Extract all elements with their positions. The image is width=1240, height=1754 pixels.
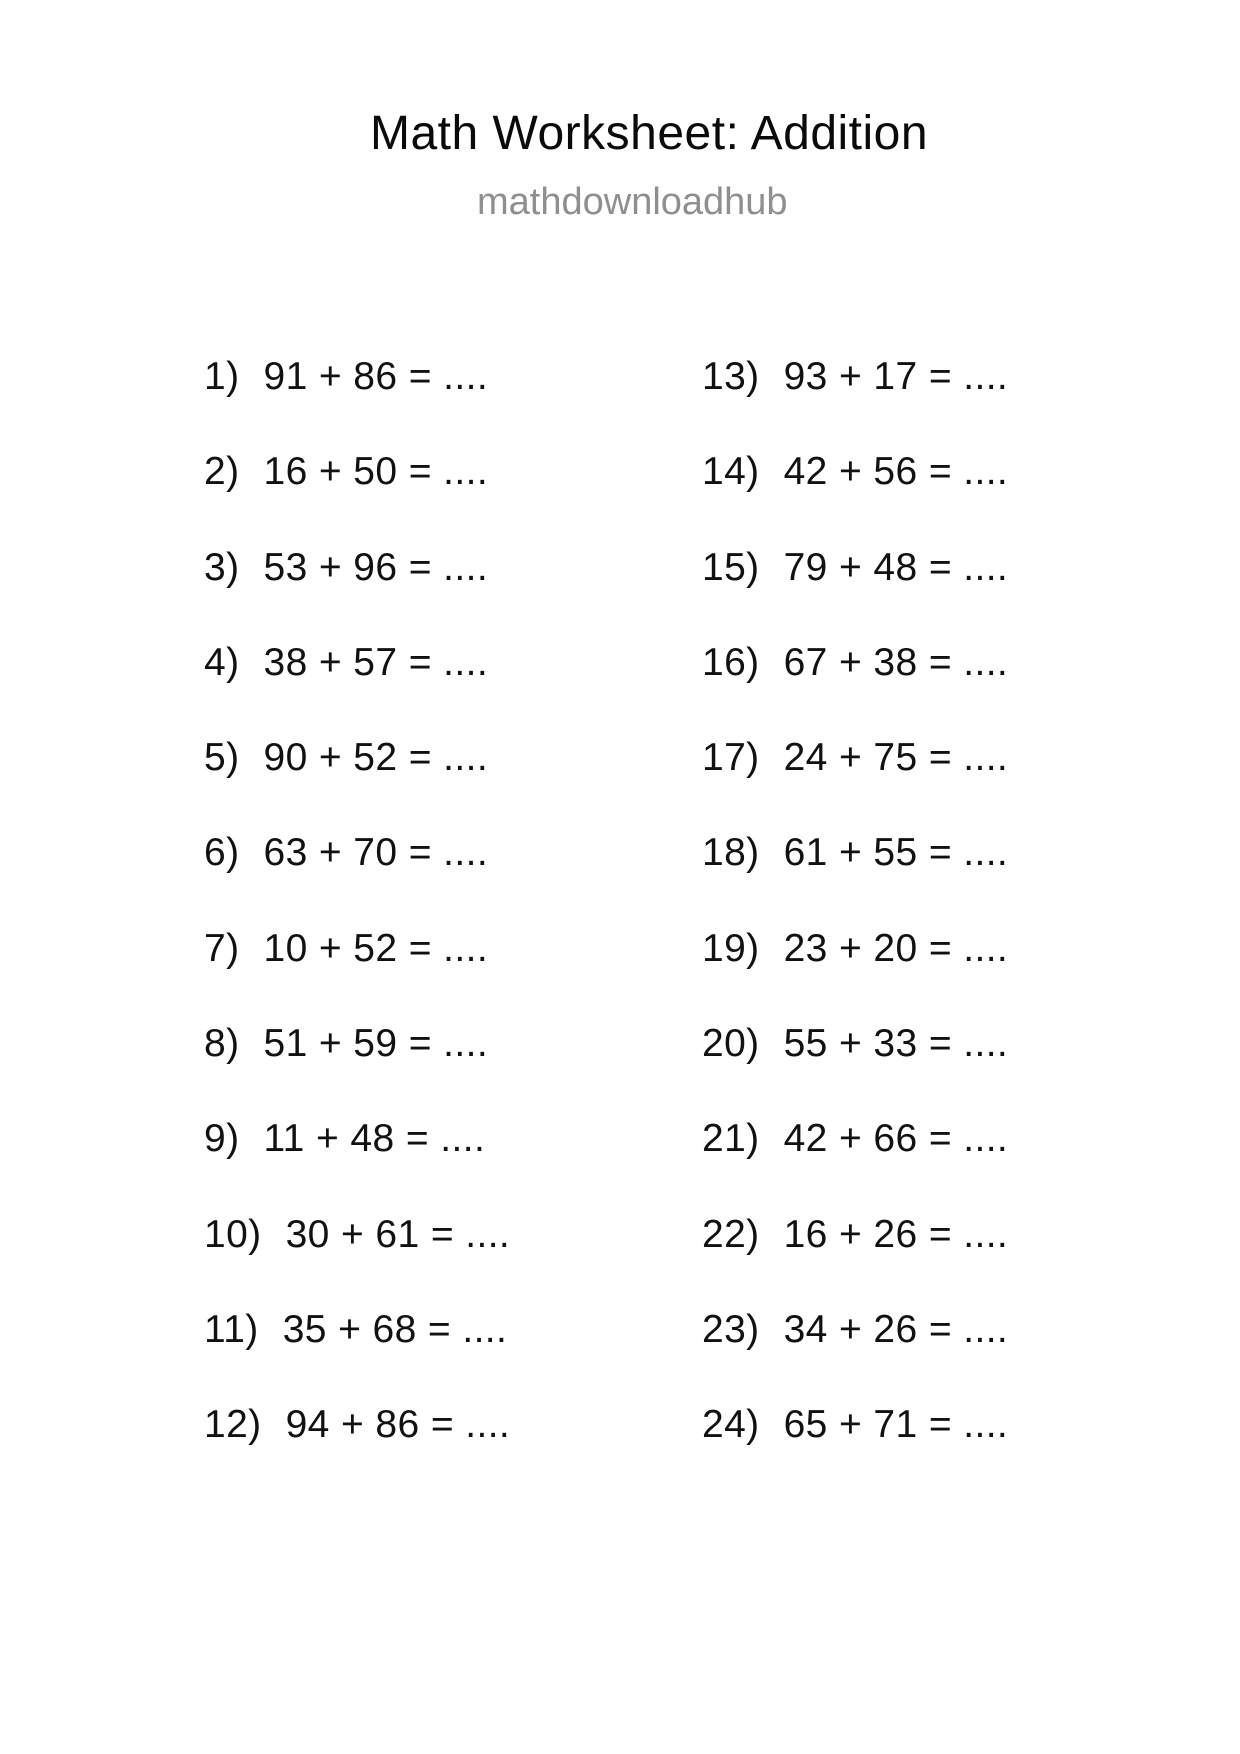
problem-row [702, 1282, 1008, 1377]
problem-row [702, 1091, 1008, 1186]
problems-column-left [204, 329, 510, 1473]
problem-number: 12) [204, 1403, 262, 1447]
problem-number: 23) [702, 1307, 760, 1351]
problem-number: 16) [702, 640, 760, 684]
problem-expression: 24 + 75 = .... [783, 736, 1009, 780]
problem-row [204, 1377, 510, 1472]
problem-row [702, 1187, 1008, 1282]
problem-row [702, 424, 1008, 519]
problem-row [204, 996, 510, 1091]
problem-number: 8) [204, 1022, 240, 1066]
problem-number: 15) [702, 545, 760, 589]
problem-number: 20) [702, 1022, 760, 1066]
problem-number: 4) [204, 640, 240, 684]
problem-number: 24) [702, 1403, 760, 1447]
page-title: Math Worksheet: Addition [370, 107, 929, 160]
problem-number: 9) [204, 1117, 240, 1161]
problem-expression: 61 + 55 = .... [783, 831, 1009, 875]
problem-expression: 30 + 61 = .... [285, 1212, 511, 1256]
problem-number: 2) [204, 450, 240, 494]
problem-row [204, 1091, 510, 1186]
problem-expression: 67 + 38 = .... [783, 640, 1009, 684]
problem-expression: 42 + 66 = .... [783, 1117, 1009, 1161]
problems-column-right [702, 329, 1008, 1473]
problem-row [204, 1282, 510, 1377]
problem-row [702, 520, 1008, 615]
problem-row [702, 329, 1008, 424]
problem-expression: 51 + 59 = .... [263, 1022, 489, 1066]
problem-number: 19) [702, 926, 760, 970]
problem-expression: 38 + 57 = .... [263, 640, 489, 684]
problem-expression: 65 + 71 = .... [783, 1403, 1009, 1447]
problem-row [204, 424, 510, 519]
problem-expression: 16 + 26 = .... [783, 1212, 1009, 1256]
problem-number: 10) [204, 1212, 262, 1256]
problem-expression: 79 + 48 = .... [783, 545, 1009, 589]
problem-expression: 42 + 56 = .... [783, 450, 1009, 494]
problem-expression: 91 + 86 = .... [263, 355, 489, 398]
problem-expression: 93 + 17 = .... [783, 355, 1009, 398]
problem-number: 11) [204, 1307, 259, 1351]
problem-row [204, 710, 510, 805]
problem-expression: 63 + 70 = .... [263, 831, 489, 875]
page-subtitle: mathdownloadhub [477, 181, 788, 223]
problem-expression: 34 + 26 = .... [783, 1307, 1009, 1351]
problem-expression: 90 + 52 = .... [263, 736, 489, 780]
problem-number: 5) [204, 736, 240, 780]
problem-number: 18) [702, 831, 760, 875]
problem-row [702, 996, 1008, 1091]
problem-number: 7) [204, 926, 240, 970]
problem-row [204, 901, 510, 996]
problem-number: 13) [702, 355, 760, 398]
problem-row [702, 805, 1008, 900]
problem-expression: 11 + 48 = .... [263, 1117, 486, 1161]
problem-expression: 55 + 33 = .... [783, 1022, 1009, 1066]
problem-row [204, 805, 510, 900]
problem-row [204, 1187, 510, 1282]
problem-expression: 35 + 68 = .... [282, 1307, 508, 1351]
problem-expression: 10 + 52 = .... [263, 926, 489, 970]
problem-row [702, 710, 1008, 805]
problem-row [204, 329, 510, 424]
problem-row [204, 615, 510, 710]
problem-number: 14) [702, 450, 760, 494]
problem-number: 21) [702, 1117, 760, 1161]
problem-number: 1) [204, 355, 240, 398]
problem-expression: 16 + 50 = .... [263, 450, 489, 494]
problem-expression: 53 + 96 = .... [263, 545, 489, 589]
problem-expression: 94 + 86 = .... [285, 1403, 511, 1447]
problem-expression: 23 + 20 = .... [783, 926, 1009, 970]
problem-number: 3) [204, 545, 240, 589]
problem-row [204, 520, 510, 615]
problem-row [702, 615, 1008, 710]
problem-number: 6) [204, 831, 240, 875]
problem-number: 17) [702, 736, 760, 780]
problem-number: 22) [702, 1212, 760, 1256]
problem-row [702, 901, 1008, 996]
problem-row [702, 1377, 1008, 1472]
